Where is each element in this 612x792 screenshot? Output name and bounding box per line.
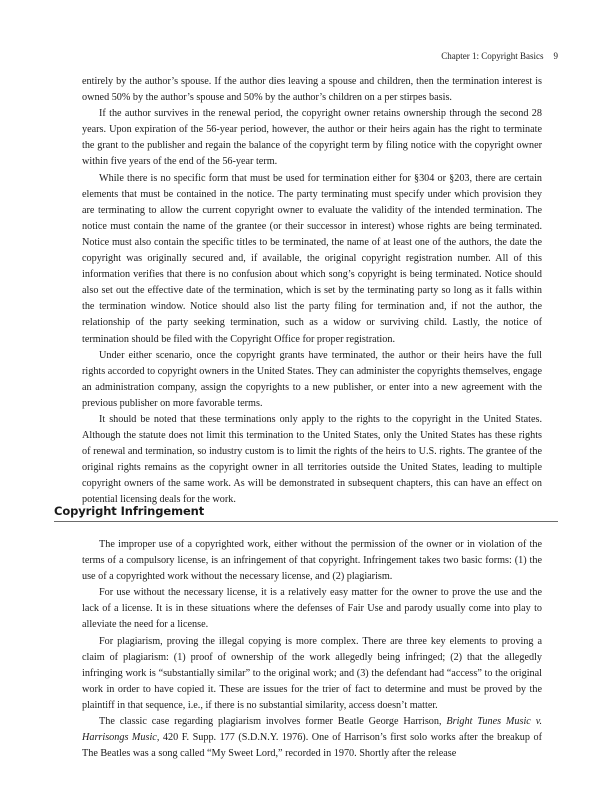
heading-rule-divider <box>54 521 558 522</box>
section-copyright-termination-body <box>82 74 542 509</box>
running-title: Chapter 1: Copyright Basics <box>441 51 544 61</box>
paragraph: Under either scenario, once the copyright grants have terminated, the author or their heirs have the full rights accorded to copyright owners in the United States. They can administer the copyrights themselves, engage an administration company, assign the copyrights to a new publisher, or enter into a new agreement with the previous publisher on more favorable terms. <box>82 349 542 409</box>
case-citation: Bright Tunes Music v. Harrisongs Music, <box>82 716 543 744</box>
paragraph: For use without the necessary license, it is a relatively easy matter for the owner to prove the use and the lack of a license. It is in these situations where the defenses of Fair Use and parody usually come into play to alleviate the need for a license. <box>82 587 542 631</box>
paragraph: While there is no specific form that must be used for termination either for §304 or §203, there are certain elements that must be contained in the notice. The party terminating must specify under which provision they are terminating to allow the current copyright owner to evaluate the validity of the intended termination. The notice must contain the name of the grantee (or their successor in interest) whose rights are being terminated. Notice must also contain the specific titles to be terminated, the name of at least one of the authors, the date the copyright was originally secured and, if available, the original copyright registration number. All of this information verifies that there is no confusion about which song’s copyright is being terminated. Notice should also set out the effective date of the termination, which is set by the terminating party so long as it falls within the termination window. Notice should also list the party filing for termination and, if not the author, the relationship of the party seeking termination, such as a widow or surviving child. Lastly, the notice of termination should be filed with the Copyright Office for proper registration. <box>82 172 542 345</box>
text-run: 420 F. Supp. 177 (S.D.N.Y. 1976). One of Harrison’s first solo works after the breakup of The Beatles was a song called “My Sweet Lord,” recorded in 1970. Shortly after the release <box>82 732 542 760</box>
paragraph: If the author survives in the renewal period, the copyright owner retains ownership through the second 28 years. Upon expiration of the 56-year period, however, the author or their heirs again has the right to terminate the grant to the publisher and regain the balance of the copyright term by filing notice with the copyright owner within five years of the end of the 56-year term. <box>82 108 542 168</box>
running-header <box>441 51 558 61</box>
text-run: The classic case regarding plagiarism involves former Beatle George Harrison, <box>99 716 447 728</box>
paragraph: For plagiarism, proving the illegal copying is more complex. There are three key elements to proving a claim of plagiarism: (1) proof of ownership of the work allegedly being infringed; (2) that the allegedly infringing work is “substantially similar” to the original work; and (3) the defendant had “access” to the original work in order to have copied it. These are issues for the trier of fact to determine and must be proved by the plaintiff in that sequence, i.e., if there is no substantial similarity, access doesn’t matter. <box>82 635 542 711</box>
paragraph: entirely by the author’s spouse. If the author dies leaving a spouse and children, then the termination interest is owned 50% by the author’s spouse and 50% by the author’s children on a per stirpes basis. <box>82 76 542 104</box>
paragraph: The improper use of a copyrighted work, either without the permission of the owner or in violation of the terms of a compulsory license, is an infringement of that copyright. Infringement takes two basic forms: (1) the use of a copyrighted work without the necessary license, and (2) plagiarism. <box>82 539 542 583</box>
page-number: 9 <box>553 51 558 61</box>
section-heading: Copyright Infringement <box>54 504 205 518</box>
section-infringement-body <box>82 537 542 762</box>
paragraph-harrison-case <box>82 714 542 762</box>
paragraph: It should be noted that these terminations only apply to the rights to the copyright in the United States. Although the statute does not limit this termination to the United States, only the United States has these rights of renewal and termination, so industry custom is to limit the rights of the heirs to U.S. rights. The grantee of the original rights remains as the copyright owner in all territories outside the United States, leading to multiple copyright owners of the same work. As will be demonstrated in subsequent chapters, this can have an effect on potential licensing deals for the work. <box>82 413 542 506</box>
